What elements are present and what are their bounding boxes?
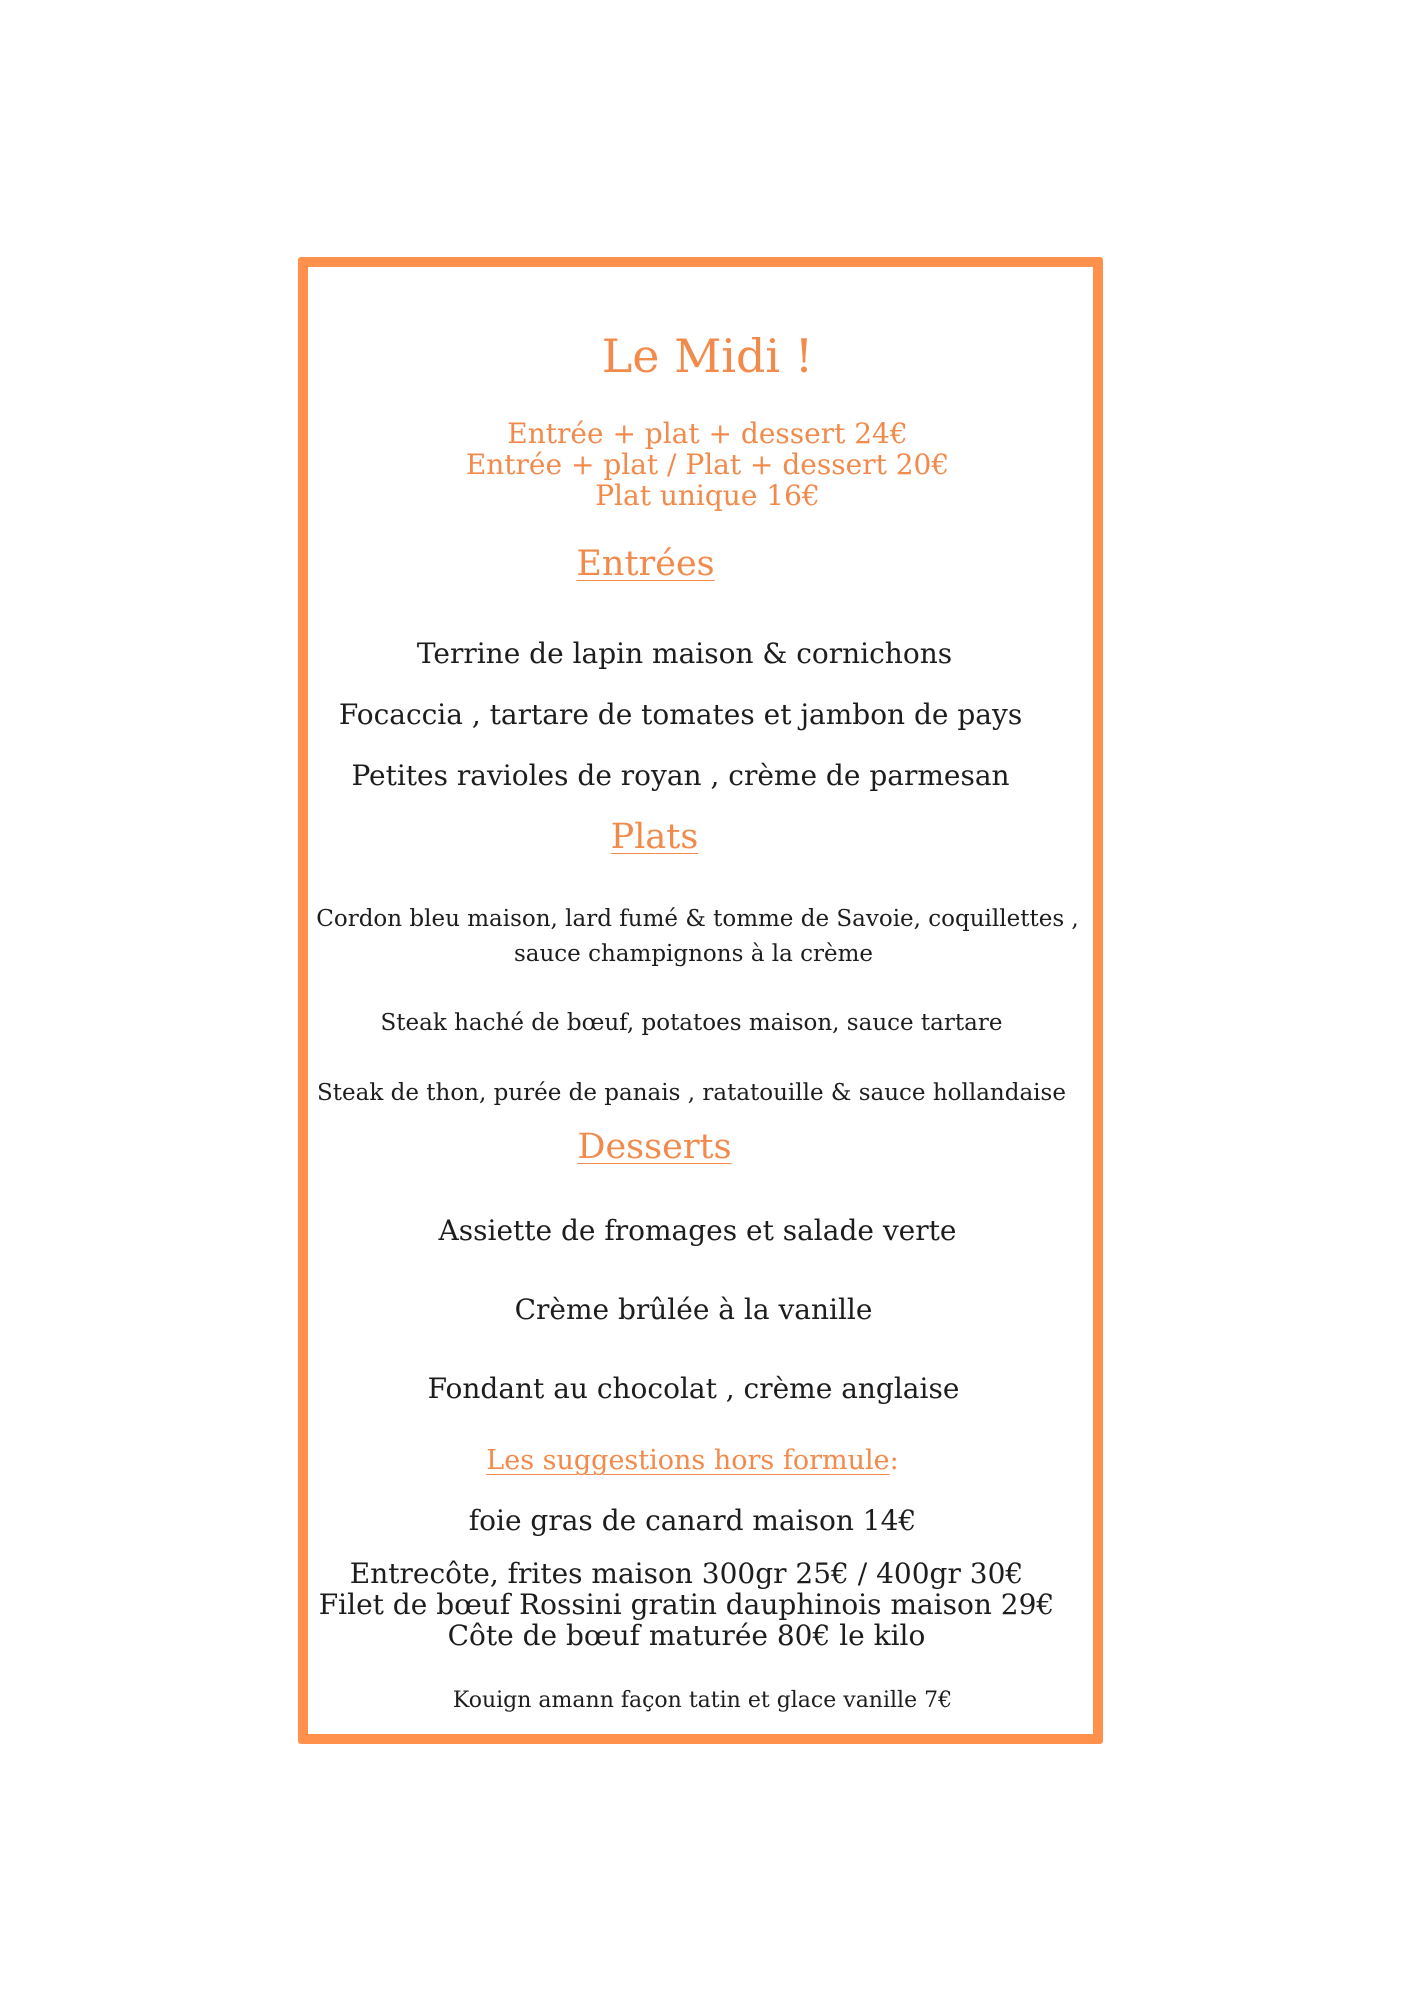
suggestions-heading-text: Les suggestions hors formule bbox=[486, 1445, 890, 1476]
menu-title: Le Midi ! bbox=[601, 329, 814, 383]
suggestion-item-2: Entrecôte, frites maison 300gr 25€ / 400gr 30€ bbox=[349, 1557, 1024, 1590]
entree-item-3: Petites ravioles de royan , crème de parmesan bbox=[351, 759, 1010, 792]
formula-1: Entrée + plat + dessert 24€ bbox=[507, 417, 908, 450]
suggestion-item-1: foie gras de canard maison 14€ bbox=[468, 1504, 917, 1537]
dessert-item-1: Assiette de fromages et salade verte bbox=[438, 1214, 957, 1247]
plat-item-2: Steak haché de bœuf, potatoes maison, sauce tartare bbox=[380, 1010, 1003, 1036]
plat-item-1-line-2: sauce champignons à la crème bbox=[513, 941, 874, 967]
dessert-item-2: Crème brûlée à la vanille bbox=[514, 1293, 873, 1326]
dessert-item-3: Fondant au chocolat , crème anglaise bbox=[427, 1372, 960, 1405]
suggestion-item-3: Filet de bœuf Rossini gratin dauphinois maison 29€ bbox=[318, 1588, 1055, 1621]
plat-item-3: Steak de thon, purée de panais , ratatouille & sauce hollandaise bbox=[317, 1080, 1066, 1106]
entree-item-1: Terrine de lapin maison & cornichons bbox=[416, 637, 953, 670]
suggestions-heading bbox=[0, 1447, 1400, 1474]
entree-item-2: Focaccia , tartare de tomates et jambon de pays bbox=[338, 698, 1023, 731]
formula-3: Plat unique 16€ bbox=[595, 479, 820, 512]
suggestion-item-4: Côte de bœuf maturée 80€ le kilo bbox=[447, 1619, 926, 1652]
entrees-heading: Entrées bbox=[576, 544, 715, 584]
plat-item-1-line-1: Cordon bleu maison, lard fumé & tomme de Savoie, coquillettes , bbox=[316, 906, 1079, 932]
suggestion-item-5: Kouign amann façon tatin et glace vanille 7€ bbox=[452, 1688, 953, 1713]
desserts-heading: Desserts bbox=[577, 1127, 732, 1167]
formula-2: Entrée + plat / Plat + dessert 20€ bbox=[465, 448, 950, 481]
suggestions-heading-colon: : bbox=[889, 1445, 899, 1476]
plats-heading: Plats bbox=[610, 817, 699, 857]
